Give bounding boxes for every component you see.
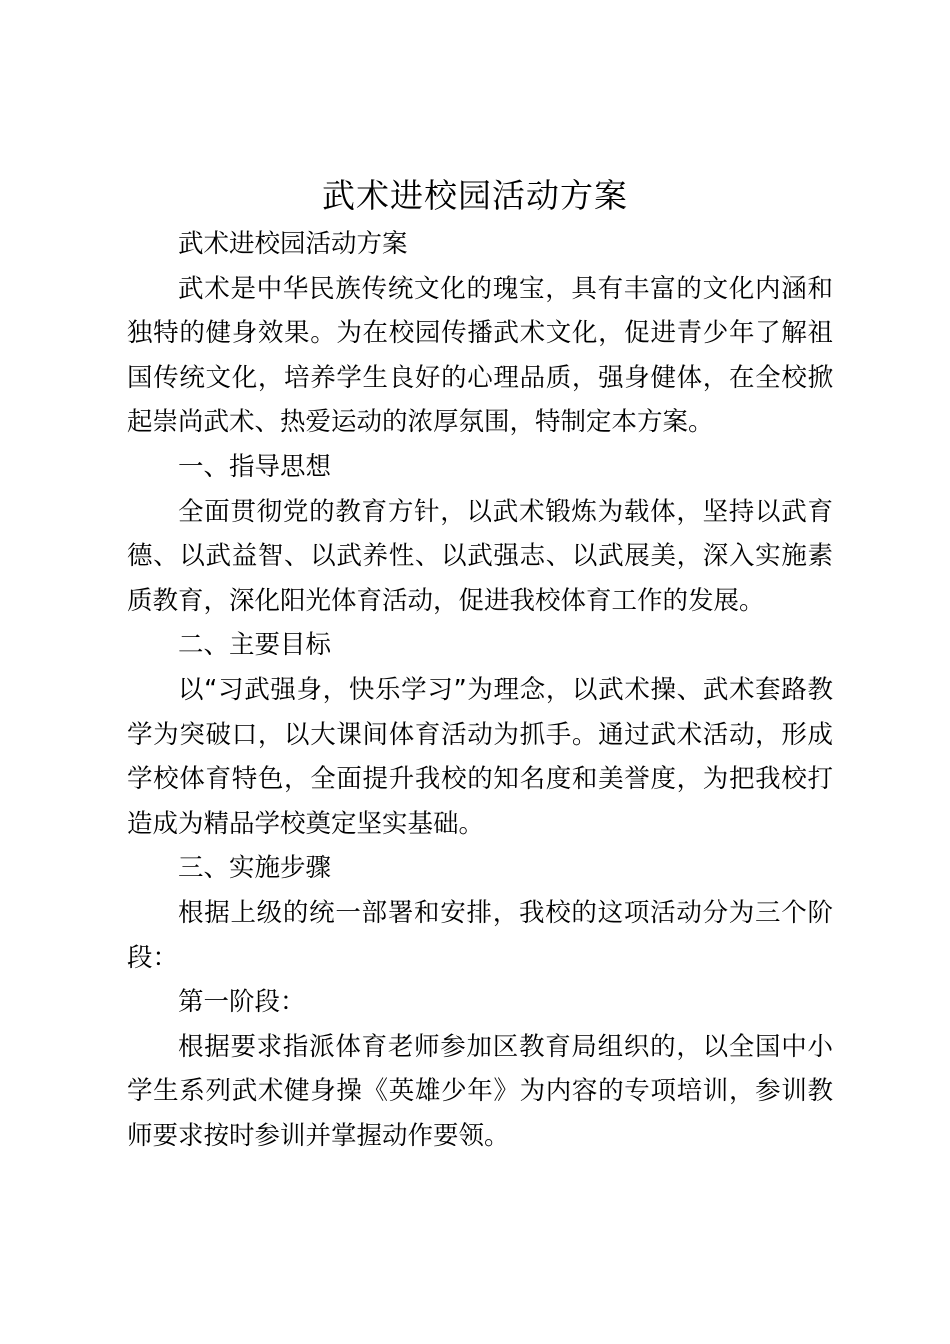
phase-one-heading: 第一阶段： — [178, 987, 306, 1018]
guiding-ideology-paragraph: 全面贯彻党的教育方针，以武术锻炼为载体，坚持以武育德、以武益智、以武养性、以武强志、以武展美，深入实施素质教育，深化阳光体育活动，促进我校体育工作的发展。 — [127, 496, 833, 616]
section-heading-main-goals: 二、主要目标 — [178, 630, 332, 661]
implementation-steps-paragraph: 根据上级的统一部署和安排，我校的这项活动分为三个阶段： — [127, 897, 833, 973]
intro-paragraph: 武术是中华民族传统文化的瑰宝，具有丰富的文化内涵和独特的健身效果。为在校园传播武术文化，促进青少年了解祖国传统文化，培养学生良好的心理品质，强身健体，在全校掀起崇尚武术、热爱运动的浓厚氛围，特制定本方案。 — [127, 273, 833, 438]
section-heading-guiding-ideology: 一、指导思想 — [178, 451, 332, 482]
document-body — [127, 222, 833, 1158]
section-heading-implementation-steps: 三、实施步骤 — [178, 853, 332, 884]
subtitle-paragraph: 武术进校园活动方案 — [178, 229, 408, 259]
main-goals-paragraph: 以“习武强身，快乐学习”为理念，以武术操、武术套路教学为突破口，以大课间体育活动为抓手。通过武术活动，形成学校体育特色，全面提升我校的知名度和美誉度，为把我校打造成为精品学校奠定坚实基础。 — [127, 674, 833, 839]
document-title: 武术进校园活动方案 — [322, 176, 628, 215]
phase-one-paragraph: 根据要求指派体育老师参加区教育局组织的，以全国中小学生系列武术健身操《英雄少年》为内容的专项培训，参训教师要求按时参训并掌握动作要领。 — [127, 1031, 833, 1151]
